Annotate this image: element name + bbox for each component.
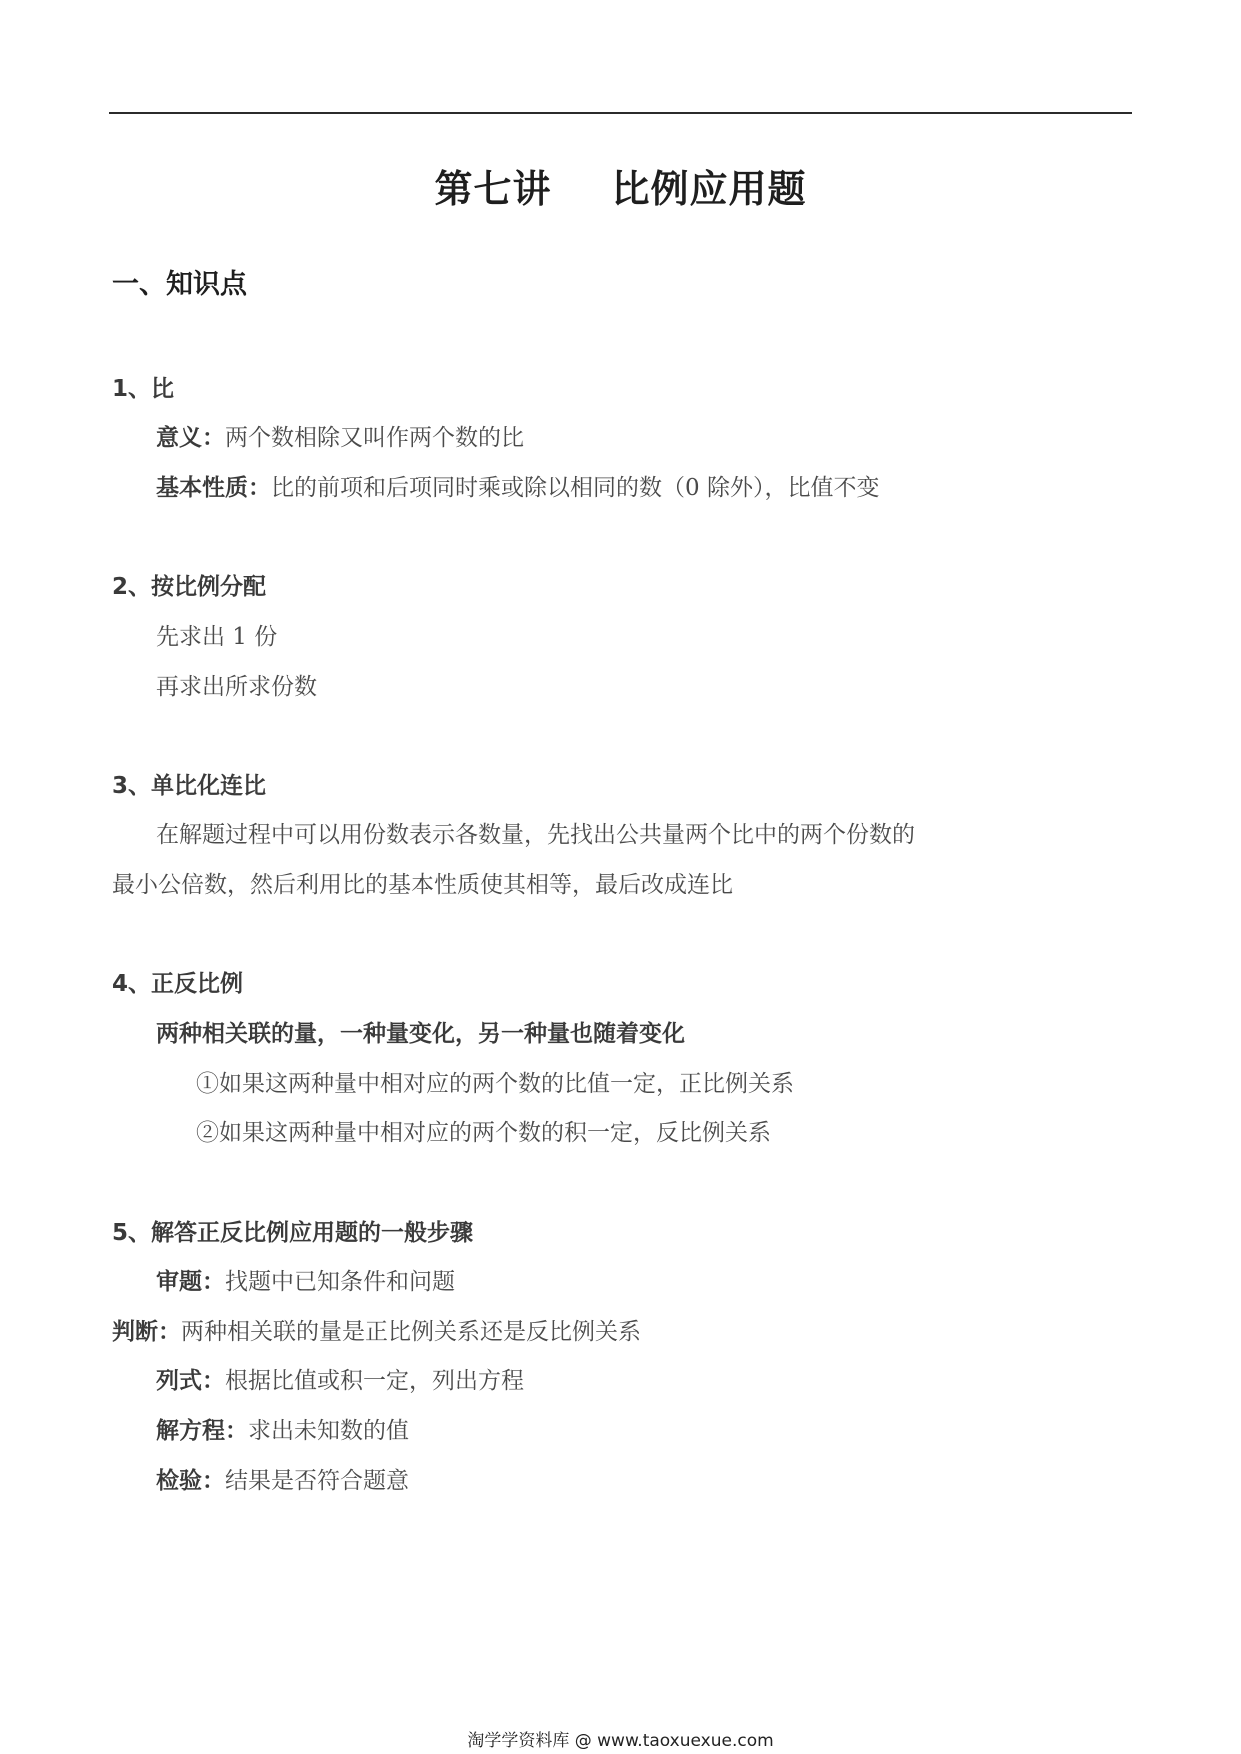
s4-line3: ②如果这两种量中相对应的两个数的积一定，反比例关系 [196, 1120, 771, 1146]
s1-property-label: 基本性质： [156, 475, 271, 501]
s4-line2: ①如果这两种量中相对应的两个数的比值一定，正比例关系 [196, 1071, 794, 1097]
s5-step-text: 结果是否符合题意 [225, 1468, 409, 1494]
s1-property [156, 473, 879, 503]
s5-step-judge [112, 1317, 641, 1347]
s5-step-check [156, 1466, 409, 1496]
s1-property-text: 比的前项和后项同时乘或除以相同的数（0 除外），比值不变 [271, 475, 880, 501]
s5-step-text: 求出未知数的值 [248, 1418, 409, 1444]
s4-line1: 两种相关联的量，一种量变化，另一种量也随着变化 [156, 1021, 685, 1047]
header-rule [109, 112, 1132, 114]
s5-step-label: 判断： [112, 1319, 181, 1345]
s5-step-label: 检验： [156, 1468, 225, 1494]
s5-step-text: 两种相关联的量是正比例关系还是反比例关系 [181, 1319, 641, 1345]
s1-meaning-label: 意义： [156, 425, 225, 451]
footer-watermark: 淘学学资料库 @ www.taoxuexue.com [467, 1731, 774, 1751]
s5-step-text: 找题中已知条件和问题 [225, 1269, 455, 1295]
title-topic: 比例应用题 [611, 167, 807, 211]
s2-line1: 先求出 1 份 [156, 624, 278, 650]
s5-step-formula [156, 1366, 524, 1396]
s2-line2: 再求出所求份数 [156, 674, 317, 700]
s5-step-solve [156, 1416, 409, 1446]
page-title [0, 158, 1241, 213]
s5-heading: 5、解答正反比例应用题的一般步骤 [112, 1220, 474, 1246]
s1-heading: 1、比 [112, 376, 175, 402]
s2-heading: 2、按比例分配 [112, 574, 267, 600]
s1-meaning [156, 423, 524, 453]
s3-line1: 在解题过程中可以用份数表示各数量，先找出公共量两个比中的两个份数的 [156, 822, 915, 848]
s5-step-label: 列式： [156, 1368, 225, 1394]
s1-meaning-text: 两个数相除又叫作两个数的比 [225, 425, 524, 451]
s3-heading: 3、单比化连比 [112, 773, 267, 799]
s5-step-text: 根据比值或积一定，列出方程 [225, 1368, 524, 1394]
section-heading: 一、知识点 [112, 269, 247, 300]
s5-step-label: 解方程： [156, 1418, 248, 1444]
s5-step-label: 审题： [156, 1269, 225, 1295]
s3-line2: 最小公倍数，然后利用比的基本性质使其相等，最后改成连比 [112, 872, 733, 898]
s5-step-review [156, 1267, 455, 1297]
s4-heading: 4、正反比例 [112, 971, 244, 997]
title-lecture-number: 第七讲 [434, 167, 552, 211]
